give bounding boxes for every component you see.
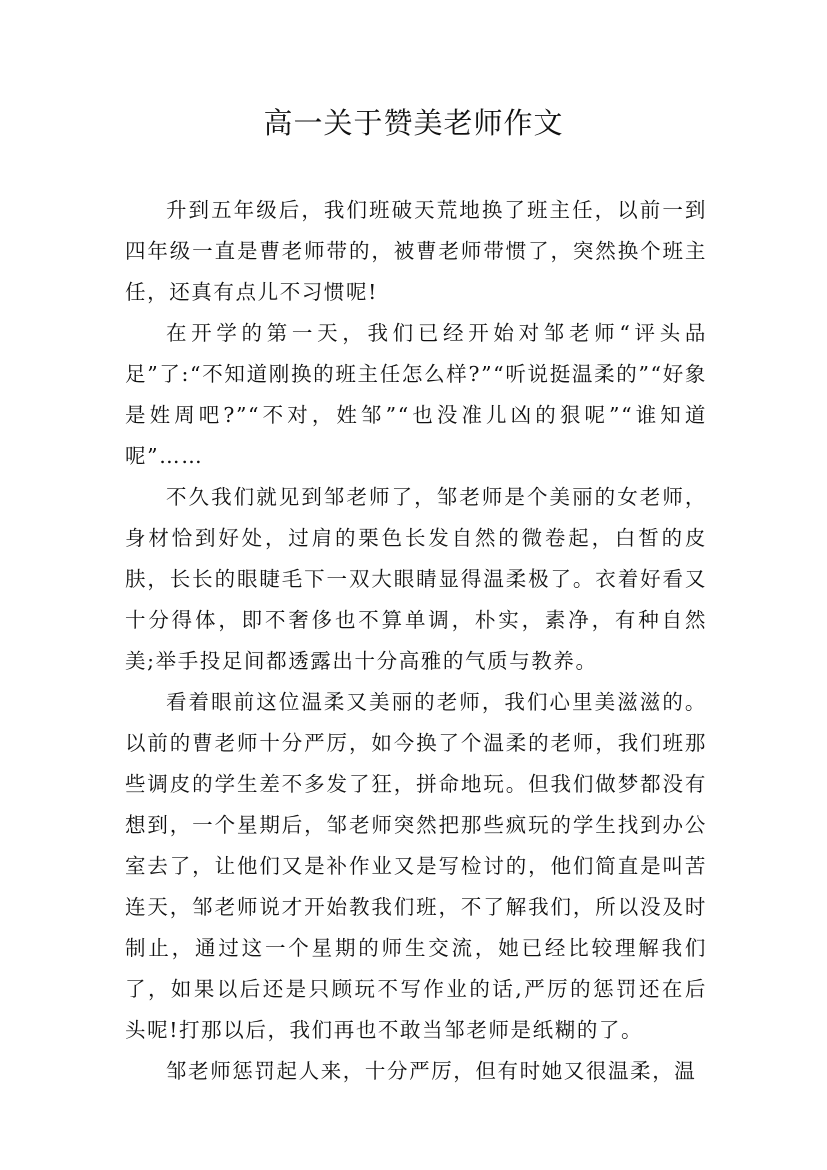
paragraph: 不久我们就见到邹老师了，邹老师是个美丽的女老师，身材恰到好处，过肩的栗色长发自然的微卷起，白皙的皮肤，长长的眼睫毛下一双大眼睛显得温柔极了。衣着好看又十分得体，即不奢侈也不算单调，朴实，素净，有种自然美;举手投足间都透露出十分高雅的气质与教养。 xyxy=(125,485,707,673)
document-title: 高一关于赞美老师作文 xyxy=(263,106,564,140)
document-body xyxy=(125,190,707,1092)
paragraph: 邹老师惩罚起人来，十分严厉，但有时她又很温柔，温 xyxy=(166,1059,697,1083)
paragraph: 在开学的第一天，我们已经开始对邹老师“评头品足”了:“不知道刚换的班主任怎么样?”“听说挺温柔的”“好象是姓周吧?”“不对，姓邹”“也没准儿凶的狠呢”“谁知道呢”…… xyxy=(125,321,707,468)
paragraph: 看着眼前这位温柔又美丽的老师，我们心里美滋滋的。以前的曹老师十分严厉，如今换了个温柔的老师，我们班那些调皮的学生差不多发了狂，拼命地玩。但我们做梦都没有想到，一个星期后，邹老师突然把那些疯玩的学生找到办公室去了，让他们又是补作业又是写检讨的，他们简直是叫苦连天，邹老师说才开始教我们班，不了解我们，所以没及时制止，通过这一个星期的师生交流，她已经比较理解我们了，如果以后还是只顾玩不写作业的话,严厉的惩罚还在后头呢!打那以后，我们再也不敢当邹老师是纸糊的了。 xyxy=(125,690,707,1042)
paragraph: 升到五年级后，我们班破天荒地换了班主任，以前一到四年级一直是曹老师带的，被曹老师带惯了，突然换个班主任，还真有点儿不习惯呢! xyxy=(125,198,707,304)
